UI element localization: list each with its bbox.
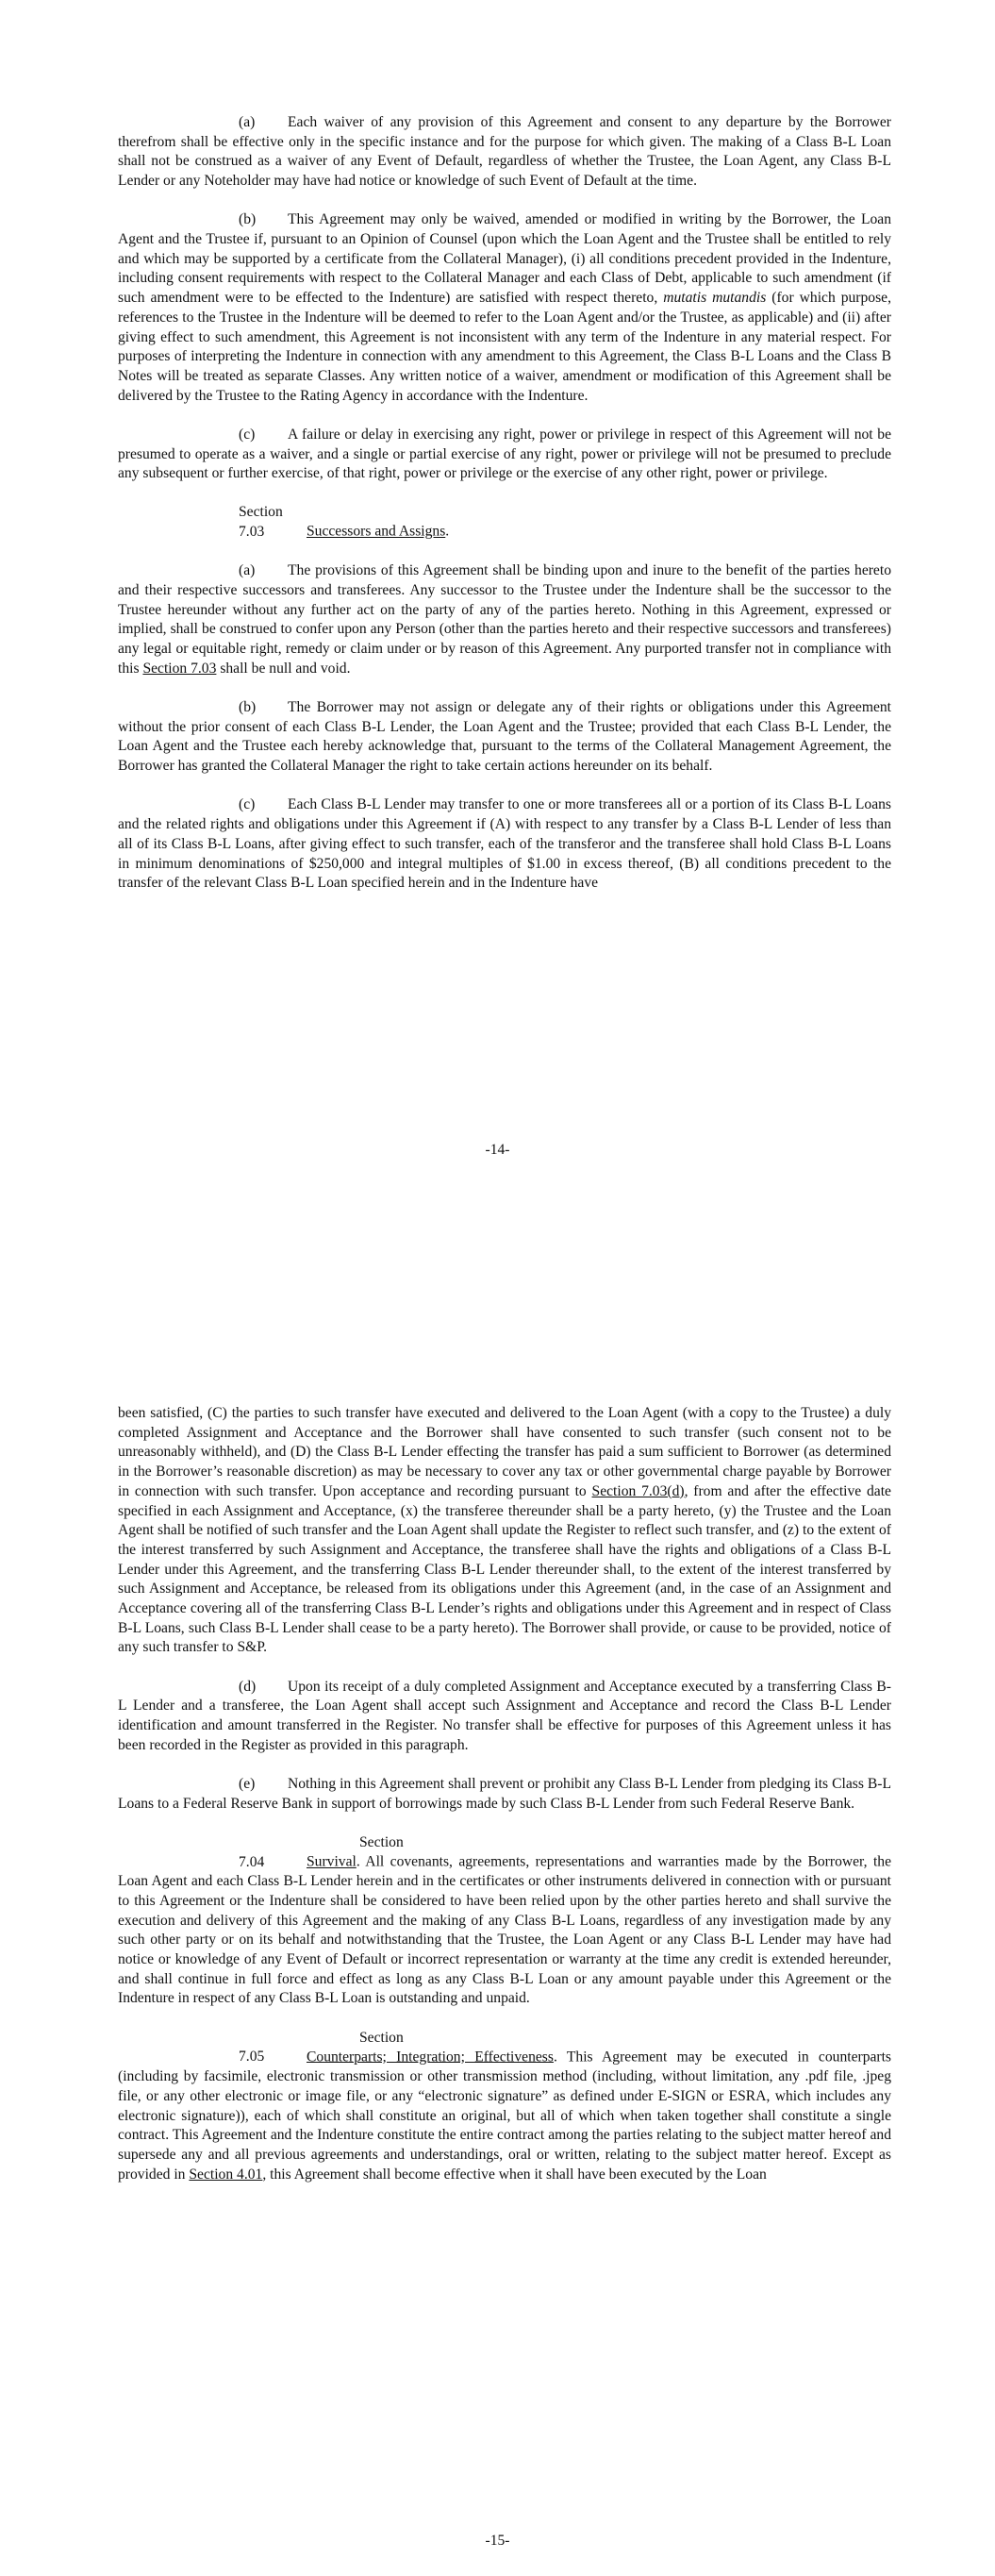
paragraph-7-02-b — [118, 210, 891, 406]
paragraph-text: . All covenants, agreements, representations and warranties made by the Borrower, the Loan Agent and each Class B-L Lender herein and in the certificates or other instruments delivered in connection with or pursuant to this Agreement or the Indenture shall be considered to have been relied upon by the other parties hereto and shall survive the execution and delivery of this Agreement and the making of any Class B-L Loans, regardless of any investigation made by any such other party or on its behalf and notwithstanding that the Trustee, the Loan Agent or any Class B-L Lender may have had notice or knowledge of any Event of Default or incorrect representation or warranty at the time any credit is extended hereunder, and shall continue in full force and effect as long as any Class B-L Loan or any amount payable under this Agreement or the Indenture in respect of any Class B-L Loan is outstanding and unpaid. — [118, 1853, 891, 2007]
section-number: Section 7.03 — [239, 504, 283, 541]
paragraph-text: The Borrower may not assign or delegate any of their rights or obligations under this Agreement without the prior consent of each Class B-L Lender, the Loan Agent and the Trustee; provided that each Class B-L Lender, the Loan Agent and the Trustee each hereby acknowledge that, pursuant to the terms of the Collateral Management Agreement, the Borrower has granted the Collateral Manager the right to take certain actions hereunder on its behalf. — [118, 699, 891, 775]
paragraph-7-03-c-continued — [118, 1404, 891, 1658]
paragraph-label: (b) — [239, 699, 257, 716]
italic-term: mutatis mutandis — [663, 290, 767, 307]
paragraph-text: Each Class B-L Lender may transfer to one or more transferees all or a portion of its Class B-L Loans and the related rights and obligations under this Agreement if (A) with respect to any transfer by a Class B-L Lender of less than all of its Class B-L Loans, after giving effect to such transfer, each of the transferor and the transferee shall hold Class B-L Loans in minimum denominations of $250,000 and integral multiples of $1.00 in excess thereof, (B) all conditions precedent to the transfer of the relevant Class B-L Loan specified herein and in the Indenture have — [118, 796, 891, 892]
paragraph-label: (c) — [239, 796, 256, 813]
section-title: Survival — [307, 1853, 357, 1870]
section-number: Section 7.04 — [239, 1833, 404, 1870]
paragraph-text: (for which purpose, references to the Trustee in the Indenture will be deemed to refer to the Loan Agent and/or the Trustee, as applicable) and (ii) after giving effect to such amendment, this Agreement is not inconsistent with any term of the Indenture in any material respect. For purposes of interpreting the Indenture in connection with any amendment to this Agreement, the Class B-L Loans and the Class B Notes will be treated as separate Classes. Any written notice of a waiver, amendment or modification of this Agreement shall be delivered by the Trustee to the Rating Agency in accordance with the Indenture. — [118, 290, 891, 404]
paragraph-label: (e) — [239, 1775, 256, 1792]
paragraph-text: Nothing in this Agreement shall prevent or prohibit any Class B-L Lender from pledging its Class B-L Loans to a Federal Reserve Bank in support of borrowings made by such Class B-L Lender from such Federal Reserve Bank. — [118, 1775, 891, 1812]
paragraph-text: been satisfied, (C) the parties to such transfer have executed and delivered to the Loan Agent (with a copy to the Trustee) a duly completed Assignment and Acceptance and the Borrower shall have consented to such transfer (such consent not to be unreasonably withheld), and (D) the Class B-L Lender effecting the transfer has paid a sum sufficient to Borrower (as determined in the Borrower’s reasonable discretion) as may be necessary to cover any tax or other governmental charge payable by Borrower in connection with such transfer. Upon acceptance and recording pursuant to — [118, 1405, 891, 1499]
section-7-04 — [118, 1833, 891, 2009]
page-number: -15- — [485, 2533, 510, 2549]
paragraph-7-03-a — [118, 561, 891, 678]
paragraph-text: , this Agreement shall become effective when it shall have been executed by the Loan — [262, 2166, 767, 2183]
section-7-05 — [118, 2029, 891, 2185]
paragraph-7-02-c — [118, 426, 891, 484]
paragraph-text: Upon its receipt of a duly completed Assignment and Acceptance executed by a transferring Class B-L Lender and a transferee, the Loan Agent shall accept such Assignment and Acceptance and record the Class B-L Lender identification and amount transferred in the Register. No transfer shall be effective for purposes of this Agreement unless it has been recorded in the Register as provided in this paragraph. — [118, 1678, 891, 1753]
paragraph-7-03-d — [118, 1678, 891, 1756]
section-title-period: . — [445, 524, 450, 541]
paragraph-text: shall be null and void. — [220, 660, 351, 677]
paragraph-7-03-c — [118, 795, 891, 894]
document-page-14 — [118, 113, 891, 912]
paragraph-text: . This Agreement may be executed in counterparts (including by facsimile, electronic transmission or other transmission method (including, without limitation, any .pdf file, .jpeg file, or any other electronic or image file, or any “electronic signature” as defined under E-SIGN or ESRA, which includes any electronic signature)), each of which shall constitute an original, but all of which when taken together shall constitute a single contract. This Agreement and the Indenture constitute the entire contract among the parties relating to the subject matter hereof and supersede any and all previous agreements and understandings, oral or written, relating to the subject matter hereof. Except as provided in — [118, 2049, 891, 2183]
section-title: Counterparts; Integration; Effectiveness — [307, 2049, 554, 2066]
section-reference: Section 4.01 — [189, 2166, 263, 2183]
section-title: Successors and Assigns — [307, 524, 446, 541]
paragraph-7-02-a — [118, 113, 891, 192]
section-7-03-heading — [118, 503, 891, 542]
paragraph-label: (c) — [239, 426, 256, 443]
paragraph-text: This Agreement may only be waived, amended or modified in writing by the Borrower, the Loan Agent and the Trustee if, pursuant to an Opinion of Counsel (upon which the Loan Agent and the Trustee shall be entitled to rely and which may be supported by a certificate from the Collateral Manager), (i) all conditions precedent provided in the Indenture, including consent requirements with respect to the Collateral Manager and each Class of Debt, applicable to such amendment (if such amendment were to be effected to the Indenture) are satisfied with respect thereto, — [118, 211, 891, 307]
section-reference: Section 7.03(d) — [591, 1482, 685, 1499]
paragraph-text: , from and after the effective date specified in each Assignment and Acceptance, (x) the transferee thereunder shall be a party hereto, (y) the Trustee and the Loan Agent shall be notified of such transfer and the Loan Agent shall update the Register to reflect such transfer, and (z) to the extent of the interest transferred by such Assignment and Acceptance, the transferee shall have the rights and obligations of a Class B-L Lender under this Agreement, and the transferring Class B-L Lender thereunder shall, to the extent of the interest transferred by such Assignment and Acceptance, be released from its obligations under this Agreement (and, in the case of an Assignment and Acceptance covering all of the transferring Class B-L Lender’s rights and obligations under this Agreement and in respect of Class B-L Loans, such Class B-L Lender shall cease to be a party hereto). The Borrower shall provide, or cause to be provided, notice of any such transfer to S&P. — [118, 1482, 891, 1656]
paragraph-label: (b) — [239, 211, 257, 228]
paragraph-text: Each waiver of any provision of this Agreement and consent to any departure by the Borrower therefrom shall be effective only in the specific instance and for the purpose for which given. The making of a Class B-L Loan shall not be construed as a waiver of any Event of Default, regardless of whether the Trustee, the Loan Agent, any Class B-L Lender or any Noteholder may have had notice or knowledge of such Event of Default at the time. — [118, 114, 891, 190]
paragraph-label: (a) — [239, 562, 256, 579]
paragraph-label: (a) — [239, 114, 256, 130]
paragraph-text: A failure or delay in exercising any right, power or privilege in respect of this Agreement will not be presumed to operate as a waiver, and a single or partial exercise of any right, power or privilege will not be presumed to preclude any subsequent or further exercise, of that right, power or privilege or the exercise of any other right, power or privilege. — [118, 426, 891, 482]
page-number: -14- — [485, 1142, 510, 1158]
section-reference: Section 7.03 — [142, 660, 217, 677]
paragraph-label: (d) — [239, 1678, 257, 1695]
paragraph-7-03-e — [118, 1775, 891, 1814]
document-page-15 — [118, 1404, 891, 2204]
section-number: Section 7.05 — [239, 2029, 404, 2066]
paragraph-7-03-b — [118, 698, 891, 777]
paragraph-text: The provisions of this Agreement shall be binding upon and inure to the benefit of the parties hereto and their respective successors and transferees. Any successor to the Trustee under the Indenture shall be the successor to the Trustee hereunder without any further act on the party of any of the parties hereto. Nothing in this Agreement, expressed or implied, shall be construed to confer upon any Person (other than the parties hereto and their respective successors and transferees) any legal or equitable right, remedy or claim under or by reason of this Agreement. Any purported transfer not in compliance with this — [118, 562, 891, 677]
